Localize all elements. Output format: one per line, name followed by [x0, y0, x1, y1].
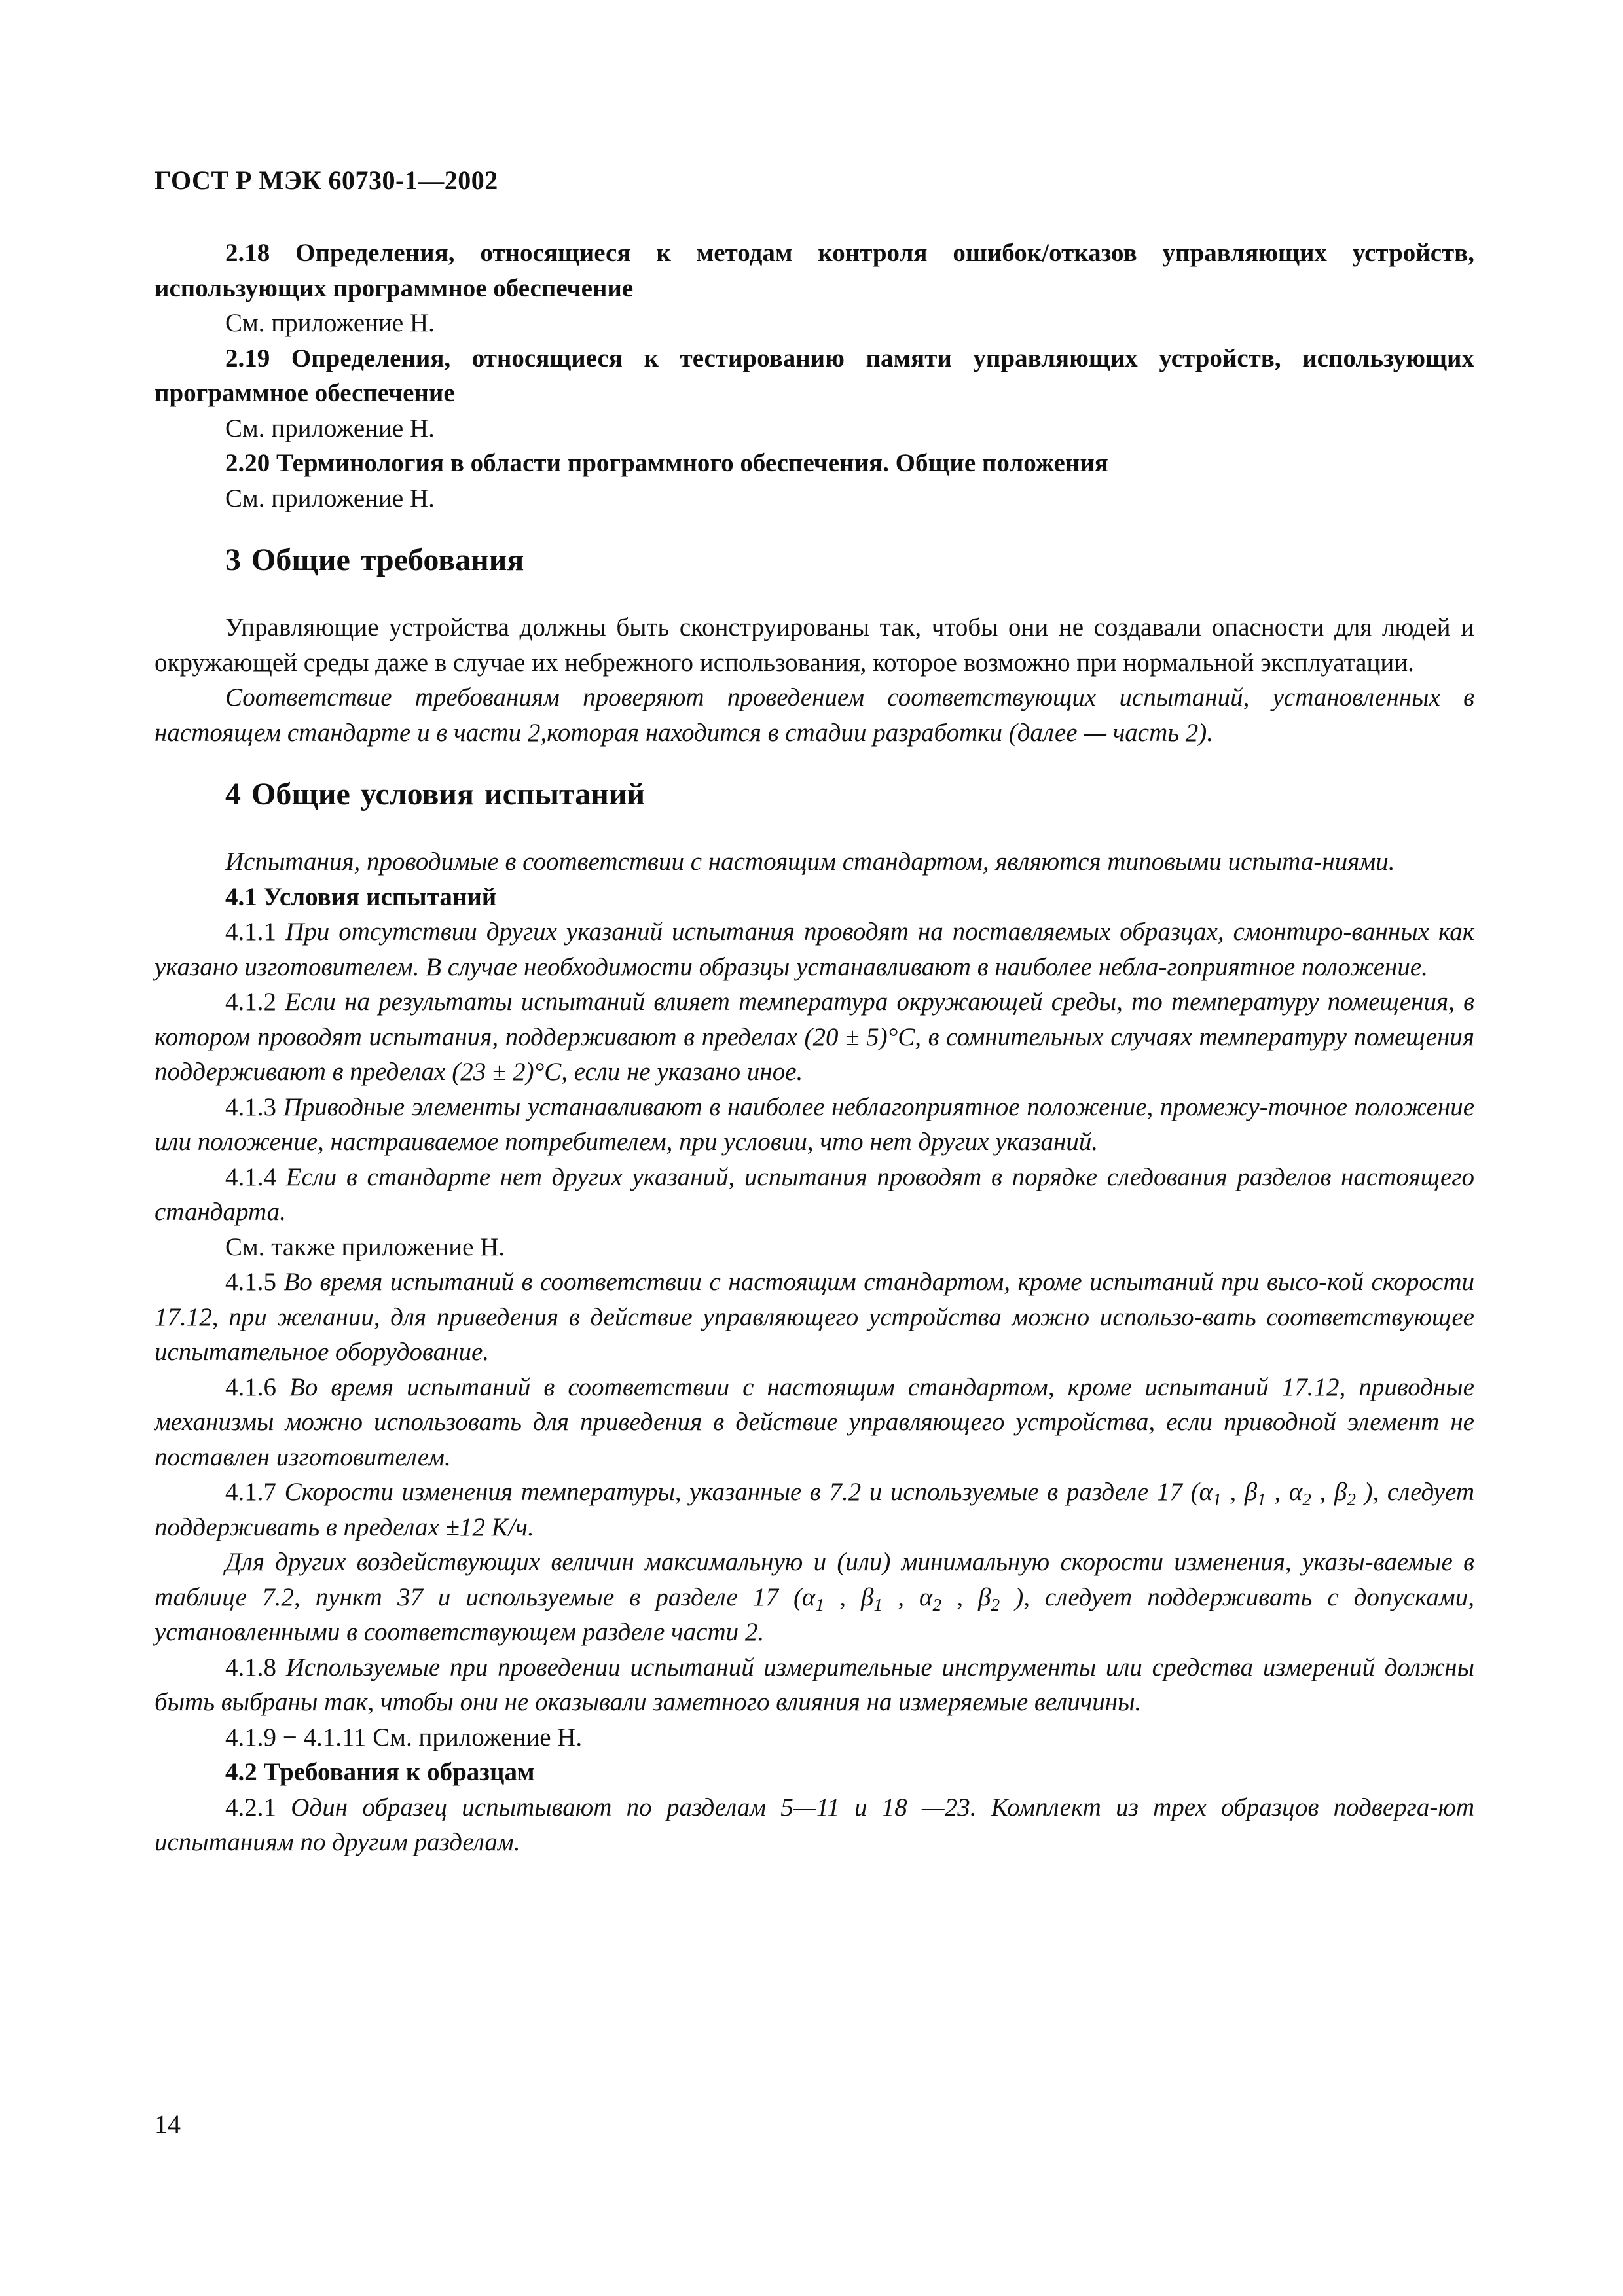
- clause-4-1-6: [155, 1370, 1474, 1475]
- clause-2-20-ref: См. приложение Н.: [225, 484, 435, 512]
- page-content: [155, 236, 1474, 1860]
- document-header: ГОСТ Р МЭК 60730-1—2002: [155, 166, 498, 195]
- clause-number: 4.1.3: [225, 1092, 276, 1121]
- page-number: 14: [155, 2109, 181, 2139]
- clause-text: следует поддерживать в пределах ±12 К/ч.: [155, 1478, 1475, 1541]
- clause-2-18-ref: См. приложение Н.: [225, 309, 435, 337]
- clause-4-1-7-paragraph-2: Для других воздействующих величин максимальную и (или) минимальную скорости изменения, указы-ваемые в таблице 7.2, пункт 37 и используемые в разделе 17 ($\alpha_1$ , $\beta_1$ , $\alpha_2$ , $\beta_2$ ), следует поддерживать с допусками, установленными в соответствующем разделе части 2.: [155, 1548, 1475, 1646]
- clause-2-19-ref: См. приложение Н.: [225, 414, 435, 442]
- clause-4-1-5: [155, 1265, 1474, 1370]
- clause-4-1-1: [155, 914, 1474, 984]
- clause-4-1-3: [155, 1090, 1474, 1160]
- clause-2-20-title: 2.20 Терминология в области программного обеспечения. Общие положения: [225, 449, 1108, 477]
- clause-number: 4.1.1: [225, 918, 276, 946]
- clause-2-19-title: 2.19 Определения, относящиеся к тестированию памяти управляющих устройств, использующих программное обеспечение: [155, 344, 1474, 407]
- clause-text: Если в стандарте нет других указаний, испытания проводят в порядке следования разделов настоящего стандарта.: [155, 1162, 1475, 1226]
- clause-number: 4.1.4: [225, 1162, 276, 1191]
- section-3-paragraph-1: Управляющие устройства должны быть сконструированы так, чтобы они не создавали опасности для людей и окружающей среды даже в случае их небрежного использования, которое возможно при нормальной эксплуатации.: [155, 613, 1474, 677]
- clause-text: Скорости изменения температуры, указанные в 7.2 и используемые в разделе 17: [284, 1478, 1182, 1506]
- clause-text: Если на результаты испытаний влияет температура окружающей среды, то температуру помещения, в котором проводят испытания, поддерживают в пределах (20 ± 5)°С, в сомнительных случаях температуру помещения поддерживают в пределах (23 ± 2)°С, если не указано иное.: [155, 988, 1474, 1086]
- clause-2-18-title: 2.18 Определения, относящиеся к методам контроля ошибок/отказов управляющих устройств, использующих программное обеспечение: [155, 239, 1474, 302]
- clause-text: Используемые при проведении испытаний измерительные инструменты или средства измерений должны быть выбраны так, чтобы они не оказывали заметного влияния на измеряемые величины.: [155, 1653, 1475, 1716]
- clause-number: 4.1.5: [225, 1268, 276, 1296]
- clause-4-2-title: 4.2 Требования к образцам: [225, 1758, 535, 1786]
- clause-4-1-7: [155, 1475, 1474, 1545]
- clause-4-1-4: [155, 1160, 1474, 1230]
- section-4-intro: Испытания, проводимые в соответствии с настоящим стандартом, являются типовыми испыта-ниями.: [225, 848, 1395, 876]
- clause-text: Во время испытаний в соответствии с настоящим стандартом, кроме испытаний 17.12, приводные механизмы можно использовать для приведения в действие управляющего устройства, если приводной элемент не поставлен изготовителем.: [155, 1372, 1474, 1471]
- section-3-heading: 3 Общие требования: [225, 543, 524, 577]
- clause-number: 4.1.6: [225, 1372, 276, 1401]
- clause-4-1-9-to-11: 4.1.9 − 4.1.11 См. приложение Н.: [225, 1723, 583, 1751]
- clause-text: Во время испытаний в соответствии с настоящим стандартом, кроме испытаний при высо-кой скорости 17.12, при желании, для приведения в действие управляющего устройства можно использо-вать соответствующее испытательное оборудование.: [155, 1268, 1475, 1366]
- section-3-paragraph-2: Соответствие требованиям проверяют проведением соответствующих испытаний, установленных в настоящем стандарте и в части 2,которая находится в стадии разработки (далее — часть 2).: [155, 683, 1474, 747]
- clause-4-1-8: [155, 1650, 1474, 1720]
- clause-number: 4.2.1: [225, 1793, 276, 1821]
- clause-4-1-2: [155, 984, 1474, 1090]
- section-4-heading: 4 Общие условия испытаний: [225, 777, 646, 812]
- clause-number: 4.1.8: [225, 1653, 276, 1681]
- greek-parameter-list: ($\alpha_1$ , $\beta_1$ , $\alpha_2$ , $\beta_2$ ),: [1190, 1478, 1379, 1509]
- clause-4-1-4-ref: См. также приложение Н.: [225, 1232, 505, 1261]
- clause-text: Приводные элементы устанавливают в наиболее неблагоприятное положение, промежу-точное положение или положение, настраиваемое потребителем, при условии, что нет других указаний.: [155, 1092, 1475, 1156]
- clause-number: 4.1.7: [225, 1478, 276, 1506]
- clause-text: При отсутствии других указаний испытания проводят на поставляемых образцах, смонтиро-ванных как указано изготовителем. В случае необходимости образцы устанавливают в наиболее небла-гоприятное положение.: [155, 918, 1474, 981]
- clause-text: Один образец испытывают по разделам 5—11 и 18 —23. Комплект из трех образцов подверга-ют испытаниям по другим разделам.: [155, 1793, 1474, 1856]
- clause-4-2-1: [155, 1790, 1474, 1860]
- clause-4-1-title: 4.1 Условия испытаний: [225, 882, 497, 911]
- clause-number: 4.1.2: [225, 988, 276, 1016]
- greek-parameter-list: ($\alpha_1$ , $\beta_1$ , $\alpha_2$ , $\beta_2$ ),: [793, 1583, 1030, 1615]
